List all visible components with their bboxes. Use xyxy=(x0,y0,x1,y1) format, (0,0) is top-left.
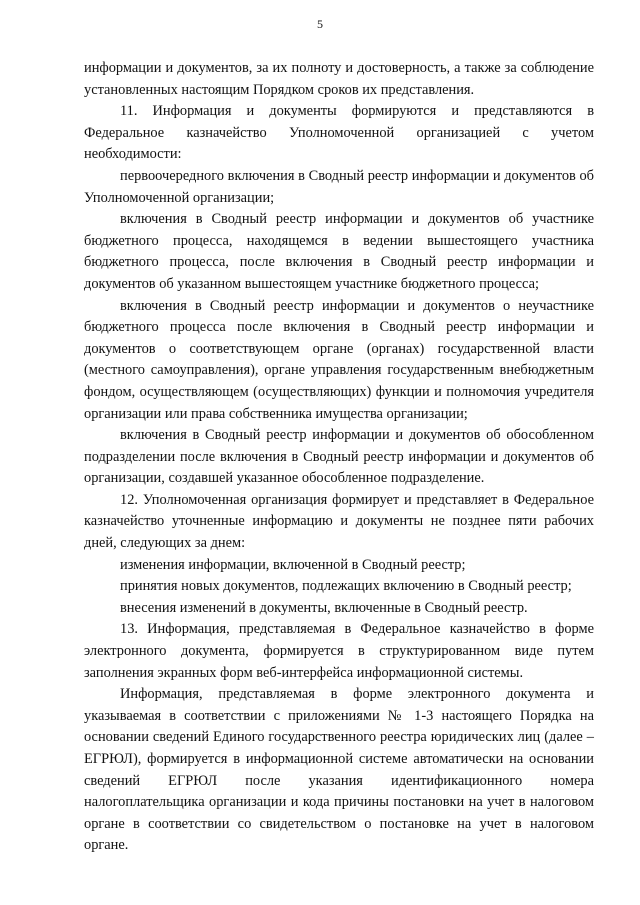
paragraph-clause-12: 12. Уполномоченная организация формирует и представляет в Федеральное казначейство уточненные информацию и документы не позднее пяти рабочих дней, следующих за днем: xyxy=(84,491,594,552)
paragraph-document-amendments: внесения изменений в документы, включенные в Сводный реестр. xyxy=(120,599,528,616)
paragraph-non-participant-inclusion: включения в Сводный реестр информации и документов о неучастнике бюджетного процесса после включения в Сводный реестр информации и документов о соответствующем органе (органах) государственной власти (местного самоуправления), органе управления государственным внебюджетным фондом, осуществляющем (осуществляющих) функции и полномочия учредителя организации или права собственника имущества организации; xyxy=(84,297,594,422)
paragraph-subdivision-inclusion: включения в Сводный реестр информации и документов об обособленном подразделении после включения в Сводный реестр информации и документов об организации, создавшей указанное обособленное подразделение. xyxy=(84,427,594,487)
paragraph-clause-13: 13. Информация, представляемая в Федеральное казначейство в форме электронного документа, формируется в структурированном виде путем заполнения экранных форм веб-интерфейса информационной системы. xyxy=(84,621,594,681)
document-body xyxy=(84,58,594,857)
paragraph-egrul-information: Информация, представляемая в форме электронного документа и указываемая в соответствии с приложениями № 1-3 настоящего Порядка на основании сведений Единого государственного реестра юридических лиц (далее – ЕГРЮЛ), формируется в информационной системе автоматически на основании сведений ЕГРЮЛ после указания идентификационного номера налогоплательщика организации и кода причины постановки на учет в налоговом органе в соответствии со свидетельством о постановке на учет в налоговом органе. xyxy=(84,686,594,854)
paragraph-clause-11: 11. Информация и документы формируются и представляются в Федеральное казначейство Уполномоченной организацией с учетом необходимости: xyxy=(84,103,594,163)
paragraph-priority-inclusion: первоочередного включения в Сводный реестр информации и документов об Уполномоченной организации; xyxy=(84,167,594,206)
paragraph-participant-inclusion: включения в Сводный реестр информации и документов об участнике бюджетного процесса, находящемся в ведении вышестоящего участника бюджетного процесса, после включения в Сводный реестр информации и документов об указанном вышестоящем участнике бюджетного процесса; xyxy=(84,211,594,292)
paragraph-continuation: информации и документов, за их полноту и достоверность, а также за соблюдение установленных настоящим Порядком сроков их представления. xyxy=(84,60,594,98)
page-number: 5 xyxy=(317,17,323,31)
paragraph-new-documents: принятия новых документов, подлежащих включению в Сводный реестр; xyxy=(120,578,572,595)
paragraph-change-information: изменения информации, включенной в Сводный реестр; xyxy=(120,556,466,573)
